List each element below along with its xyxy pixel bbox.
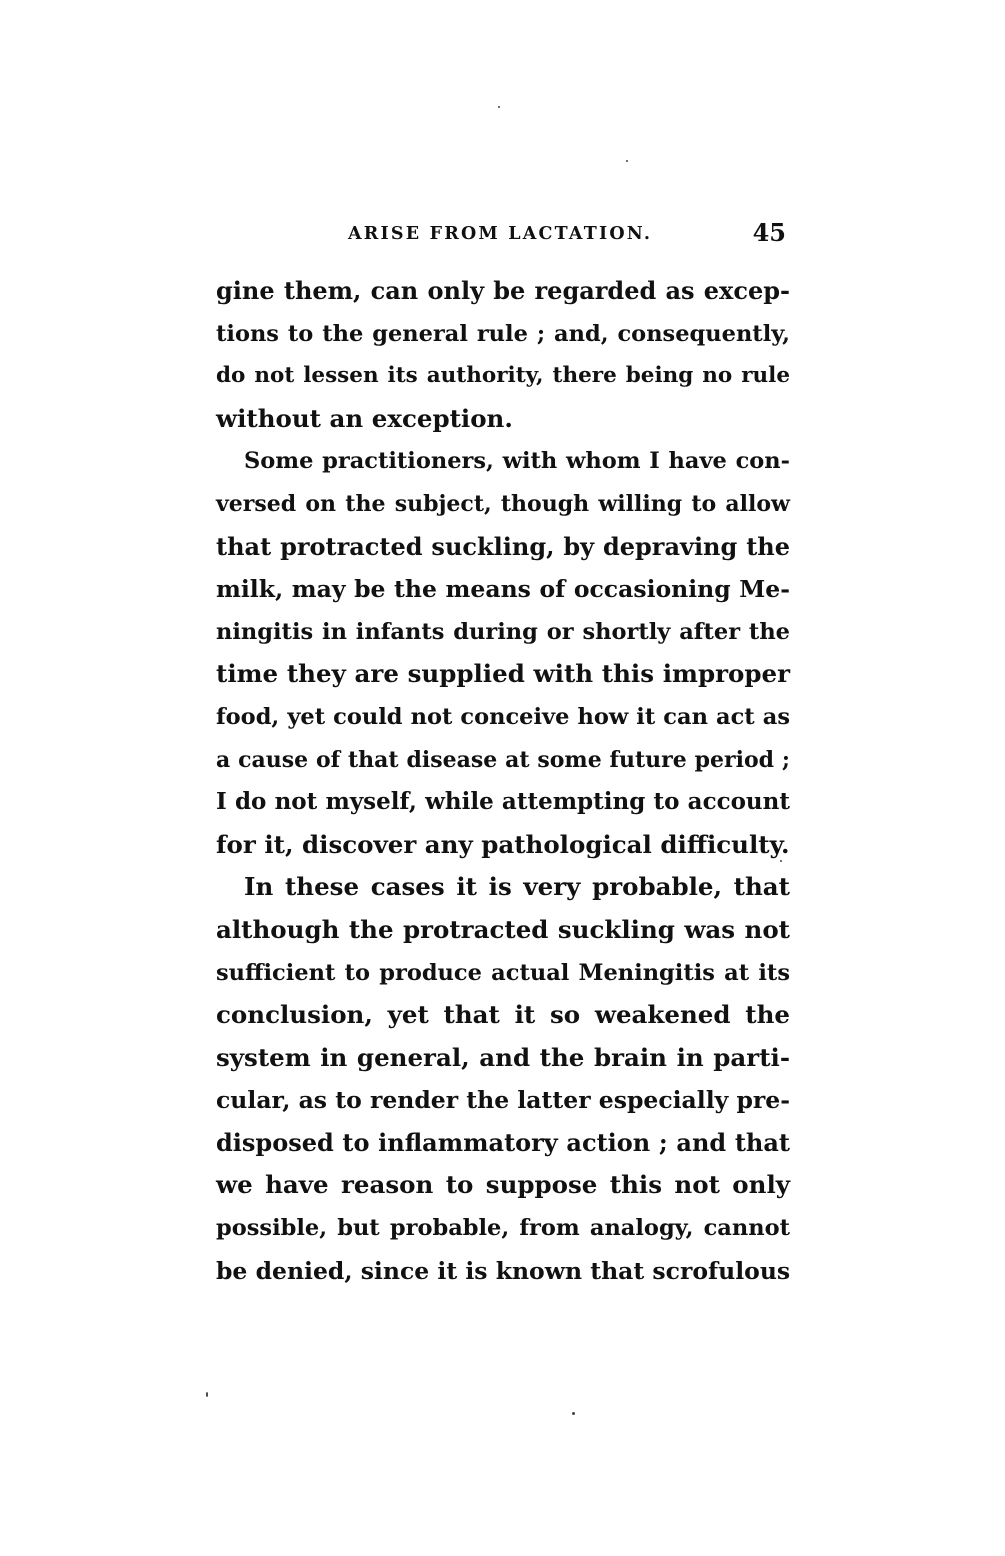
- text-line: sufficient to produce actual Meningitis at its: [216, 959, 790, 986]
- text-line: possible, but probable, from analogy, cannot: [216, 1215, 790, 1242]
- paragraph-3: [216, 866, 790, 1292]
- text-line: food, yet could not conceive how it can act as: [216, 703, 790, 730]
- running-head-title: ARISE FROM LACTATION.: [348, 224, 653, 244]
- text-line: system in general, and the brain in parti-: [216, 1042, 790, 1072]
- text-line: tions to the general rule ; and, consequently,: [216, 320, 790, 347]
- text-line: Some practitioners, with whom I have con-: [244, 448, 790, 475]
- page-number: 45: [752, 218, 786, 247]
- text-line: although the protracted suckling was not: [216, 914, 790, 944]
- text-line: conclusion, yet that it so weakened the: [216, 1000, 790, 1030]
- scan-speck: [572, 1412, 575, 1415]
- running-header: [216, 218, 790, 248]
- text-line: a cause of that disease at some future period ;: [216, 746, 790, 773]
- body-text: [216, 270, 790, 1292]
- paragraph-1: [216, 270, 790, 440]
- scan-speck: [498, 106, 500, 108]
- text-line: disposed to inflammatory action ; and that: [216, 1127, 790, 1157]
- text-line: that protracted suckling, by depraving the: [216, 531, 790, 561]
- scan-speck: [780, 860, 782, 862]
- scan-speck: [206, 1392, 208, 1397]
- text-line: In these cases it is very probable, that: [244, 872, 790, 902]
- text-line: milk, may be the means of occasioning Me-: [216, 575, 790, 604]
- text-line: time they are supplied with this improper: [216, 659, 790, 689]
- text-line: versed on the subject, though willing to allow: [216, 490, 790, 517]
- text-line: for it, discover any pathological difficulty.: [216, 829, 790, 859]
- text-line: do not lessen its authority, there being no rule: [216, 363, 790, 389]
- scan-speck: [626, 160, 628, 162]
- text-line: ningitis in infants during or shortly after the: [216, 618, 790, 645]
- text-line: cular, as to render the latter especially pre-: [216, 1086, 790, 1115]
- text-line: I do not myself, while attempting to account: [216, 788, 790, 816]
- text-line: gine them, can only be regarded as excep-: [216, 276, 790, 305]
- text-line: be denied, since it is known that scrofulous: [216, 1256, 791, 1285]
- text-line: we have reason to suppose this not only: [216, 1170, 790, 1200]
- text-line: without an exception.: [216, 403, 513, 433]
- paragraph-2: [216, 440, 790, 866]
